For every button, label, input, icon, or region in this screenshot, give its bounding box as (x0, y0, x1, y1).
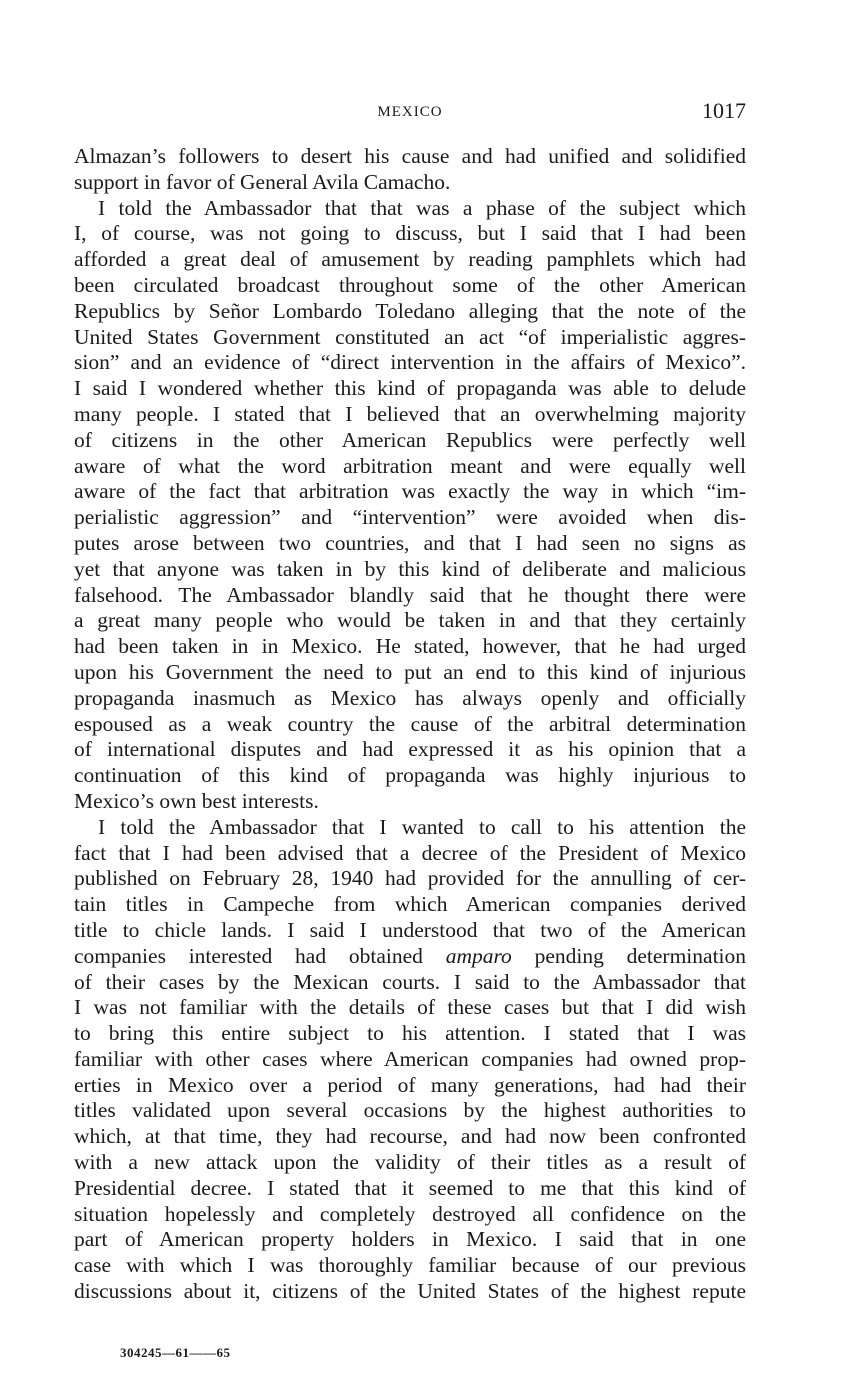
text-line: published on February 28, 1940 had provided for the annulling of cer- (74, 866, 746, 891)
text-line: continuation of this kind of propaganda was highly injurious to (74, 763, 746, 788)
page-number: 1017 (702, 98, 746, 123)
text-segment: pending determination (534, 943, 747, 968)
text-line: of international disputes and had expressed it as his opinion that a (74, 737, 746, 762)
text-line: a great many people who would be taken in and that they certainly (74, 608, 746, 633)
running-head (74, 98, 746, 128)
text-line: perialistic aggression” and “intervention” were avoided when dis- (74, 505, 746, 530)
text-line: familiar with other cases where American companies had owned prop- (74, 1046, 746, 1071)
text-line: of their cases by the Mexican courts. I said to the Ambassador that (74, 969, 746, 994)
text-line: espoused as a weak country the cause of the arbitral determination (74, 711, 746, 736)
print-code: 304245—61——65 (120, 1345, 231, 1360)
text-segment: companies interested had obtained (74, 943, 423, 968)
text-line: part of American property holders in Mexico. I said that in one (74, 1227, 746, 1252)
paragraph-start-line: I told the Ambassador that I wanted to call to his attention the (98, 814, 746, 839)
text-line: fact that I had been advised that a decree of the President of Mexico (74, 840, 746, 865)
text-line: many people. I stated that I believed that an overwhelming majority (74, 401, 746, 426)
text-line: yet that anyone was taken in by this kind of deliberate and malicious (74, 556, 746, 581)
text-line: case with which I was thoroughly familiar because of our previous (74, 1253, 746, 1278)
text-line: Almazan’s followers to desert his cause and had unified and solidified (74, 144, 746, 168)
text-line: titles validated upon several occasions by the highest authorities to (74, 1098, 746, 1123)
text-line: United States Government constituted an act “of imperialistic aggres- (74, 324, 746, 349)
text-line: Republics by Señor Lombardo Toledano alleging that the note of the (74, 298, 746, 323)
text-line: discussions about it, citizens of the United States of the highest repute (74, 1279, 746, 1304)
text-line: tain titles in Campeche from which American companies derived (74, 892, 746, 917)
text-line: afforded a great deal of amusement by reading pamphlets which had (74, 247, 746, 272)
text-line: been circulated broadcast throughout some of the other American (74, 272, 746, 297)
text-line: aware of what the word arbitration meant and were equally well (74, 453, 746, 478)
text-line: with a new attack upon the validity of their titles as a result of (74, 1150, 746, 1175)
text-line: situation hopelessly and completely destroyed all confidence on the (74, 1201, 746, 1226)
text-line: of citizens in the other American Republics were perfectly well (74, 427, 746, 452)
italic-term: amparo (445, 943, 512, 968)
text-line: to bring this entire subject to his attention. I stated that I was (74, 1021, 746, 1046)
text-line: I was not familiar with the details of these cases but that I did wish (74, 995, 746, 1020)
text-line: erties in Mexico over a period of many generations, had had their (74, 1072, 746, 1097)
text-line: support in favor of General Avila Camacho. (74, 169, 451, 194)
text-line: falsehood. The Ambassador blandly said that he thought there were (74, 582, 746, 607)
text-line: propaganda inasmuch as Mexico has always openly and officially (74, 685, 746, 710)
text-line: sion” and an evidence of “direct intervention in the affairs of Mexico”. (74, 350, 746, 375)
text-line: Presidential decree. I stated that it seemed to me that this kind of (74, 1175, 746, 1200)
text-line: upon his Government the need to put an end to this kind of injurious (74, 659, 746, 684)
running-title: MEXICO (377, 104, 443, 120)
text-line: aware of the fact that arbitration was exactly the way in which “im- (74, 479, 746, 504)
text-line: had been taken in in Mexico. He stated, however, that he had urged (74, 634, 746, 659)
text-line: title to chicle lands. I said I understood that two of the American (74, 917, 746, 942)
text-line-with-italic (74, 944, 746, 970)
text-line: which, at that time, they had recourse, and had now been confronted (74, 1124, 746, 1149)
text-line: I, of course, was not going to discuss, but I said that I had been (74, 221, 746, 246)
text-line: I said I wondered whether this kind of propaganda was able to delude (74, 376, 746, 401)
body-text (74, 144, 746, 1305)
paragraph-start-line: I told the Ambassador that that was a phase of the subject which (98, 195, 746, 220)
text-line: putes arose between two countries, and that I had seen no signs as (74, 530, 746, 555)
text-line: Mexico’s own best interests. (74, 788, 319, 813)
